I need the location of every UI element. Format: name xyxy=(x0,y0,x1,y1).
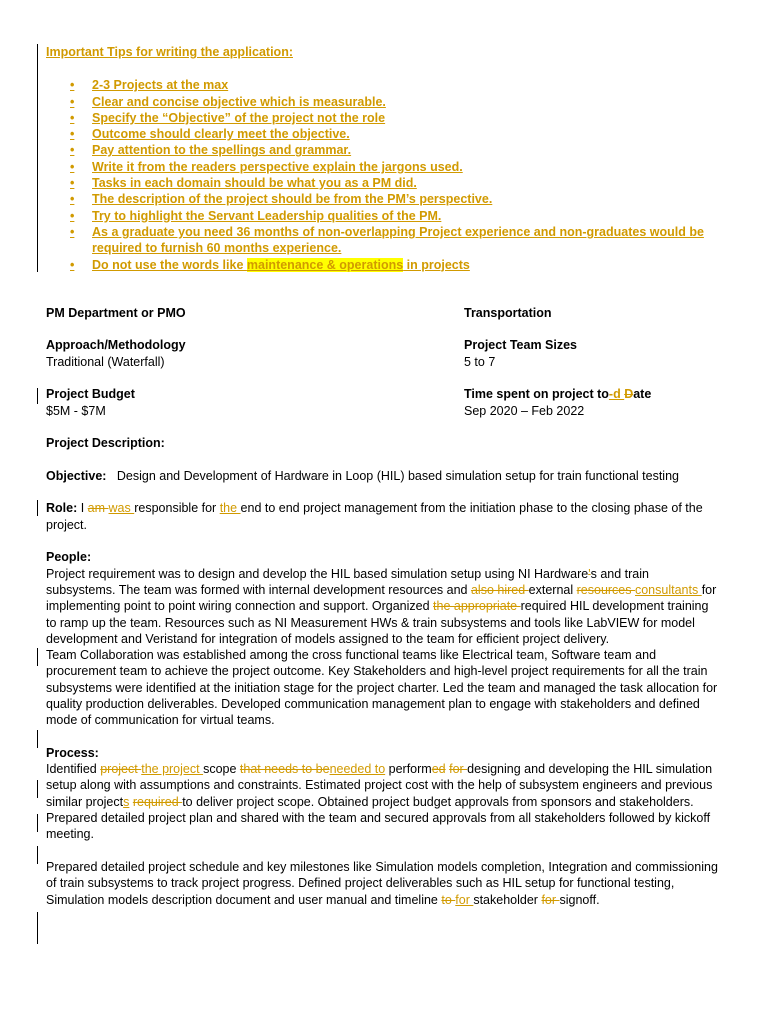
tips-list xyxy=(46,77,718,273)
role-paragraph: Role: I am was responsible for the end to end project management from the initiation phase to the closing phase of the project. xyxy=(46,501,703,532)
tip-item: • Specify the “Objective” of the project not the role xyxy=(46,110,718,126)
change-bar xyxy=(37,780,38,798)
deleted-text: project xyxy=(100,762,142,777)
tip-item: • As a graduate you need 36 months of non-overlapping Project experience and non-graduates would be required to furnish 60 months experience. xyxy=(46,224,718,257)
tips-title: Important Tips for writing the application: xyxy=(46,45,293,59)
deleted-text: to xyxy=(441,892,456,907)
deleted-text: for xyxy=(449,762,468,777)
inserted-text: needed to xyxy=(329,762,386,777)
tip-text: Do not use the words like xyxy=(92,257,247,272)
objective-text: Design and Development of Hardware in Loop (HIL) based simulation setup for train functional testing xyxy=(116,468,679,483)
tip-item-last xyxy=(46,257,718,273)
tip-item: • Write it from the readers perspective explain the jargons used. xyxy=(46,159,718,175)
process-heading: Process: xyxy=(46,745,99,760)
inserted-text: was xyxy=(108,501,135,516)
process-paragraph-1: Identified project the project scope that needs to beneeded to performed for designing and developing the HIL simulation setup along with assumptions and constraints. Estimated project cost with the help of subsystem engineers and previous similar projects required to deliver project scope. Obtained project budget approvals from sponsors and stakeholders. Prepared detailed project plan and shared with the team and secured approvals from all stakeholders followed by kickoff meeting. xyxy=(46,762,713,842)
deleted-text: for xyxy=(541,892,560,907)
field-row-approach xyxy=(46,337,718,370)
dept-value: Transportation xyxy=(464,305,552,320)
team-size-value: 5 to 7 xyxy=(464,354,496,369)
budget-label: Project Budget xyxy=(46,387,135,402)
deleted-text: ' xyxy=(588,566,591,581)
process-paragraph-2: Prepared detailed project schedule and key milestones like Simulation models completion, Integration and commissioning of train subsystems to track project progress. Defined project deliverables such as HIL setup for functional testing, Simulation models description document and user manual and timeline to for stakeholder for signoff. xyxy=(46,859,718,907)
field-row-budget xyxy=(46,386,718,419)
tip-item: • Clear and concise objective which is measurable. xyxy=(46,94,718,110)
inserted-text: s xyxy=(123,794,130,809)
tip-text: in projects xyxy=(403,257,470,272)
approach-value: Traditional (Waterfall) xyxy=(46,354,165,369)
tip-item: • Pay attention to the spellings and grammar. xyxy=(46,142,718,158)
people-heading: People: xyxy=(46,550,92,565)
highlighted-text: maintenance & operations xyxy=(246,257,404,272)
people-paragraph-2: Team Collaboration was established among the cross functional teams like Electrical team, Software team and procurement team to achieve the project outcome. Key Stakeholders and high-level project requirements for all the train subsystems were identified at the initiation stage for the project charter. Led the team and managed the task allocation for quality production deliverables. Developed communication management plan to engage with stakeholders and defined mode of communication for virtual teams. xyxy=(46,648,718,728)
change-bar xyxy=(37,388,38,404)
people-paragraph-1: Project requirement was to design and develop the HIL based simulation setup using NI Hardware's and train subsystems. The team was formed with internal development resources and also hired external resources consultants for implementing point to point wiring connection and support. Organized the appropriate required HIL development training to ramp up the team. Resources such as NI Measurement HWs & train subsystems and tools like LabVIEW for model development and Veristand for integration of models assigned to the team for efficient project delivery. xyxy=(46,566,717,646)
tip-item: • Tasks in each domain should be what you as a PM did. xyxy=(46,175,718,191)
inserted-text: -d xyxy=(608,387,625,402)
tip-item: • Outcome should clearly meet the objective. xyxy=(46,126,718,142)
field-row-dept xyxy=(46,305,718,321)
budget-value: $5M - $7M xyxy=(46,403,106,418)
change-bar xyxy=(37,814,38,832)
description-heading: Project Description: xyxy=(46,436,165,451)
deleted-text: D xyxy=(624,387,634,402)
inserted-text: the project xyxy=(141,762,204,777)
tip-item: • 2-3 Projects at the max xyxy=(46,77,718,93)
change-bar xyxy=(37,500,38,516)
time-spent-value: Sep 2020 – Feb 2022 xyxy=(464,403,585,418)
approach-label: Approach/Methodology xyxy=(46,338,186,353)
inserted-text: consultants xyxy=(634,582,702,597)
deleted-text: that needs to be xyxy=(239,762,330,777)
change-bar xyxy=(37,846,38,864)
tip-item: • Try to highlight the Servant Leadership qualities of the PM. xyxy=(46,208,718,224)
team-size-label: Project Team Sizes xyxy=(464,338,578,353)
time-spent-label: Time spent on project to-d Date xyxy=(464,387,652,402)
objective-paragraph xyxy=(46,468,718,484)
tip-item: • The description of the project should be from the PM’s perspective. xyxy=(46,191,718,207)
inserted-text: for xyxy=(455,892,474,907)
inserted-text: the xyxy=(219,501,241,516)
role-label: Role: xyxy=(46,501,78,516)
dept-label: PM Department or PMO xyxy=(46,305,186,320)
objective-label: Objective: xyxy=(46,468,107,483)
deleted-text: also hired xyxy=(470,582,529,597)
change-bar xyxy=(37,648,38,666)
change-bar xyxy=(37,44,38,272)
deleted-text: ed xyxy=(431,762,446,777)
change-bar xyxy=(37,912,38,944)
deleted-text: the appropriate xyxy=(433,599,521,614)
deleted-text: required xyxy=(132,794,183,809)
change-bar xyxy=(37,730,38,748)
deleted-text: resources xyxy=(576,582,635,597)
document-page xyxy=(46,44,718,908)
deleted-text: am xyxy=(87,501,109,516)
